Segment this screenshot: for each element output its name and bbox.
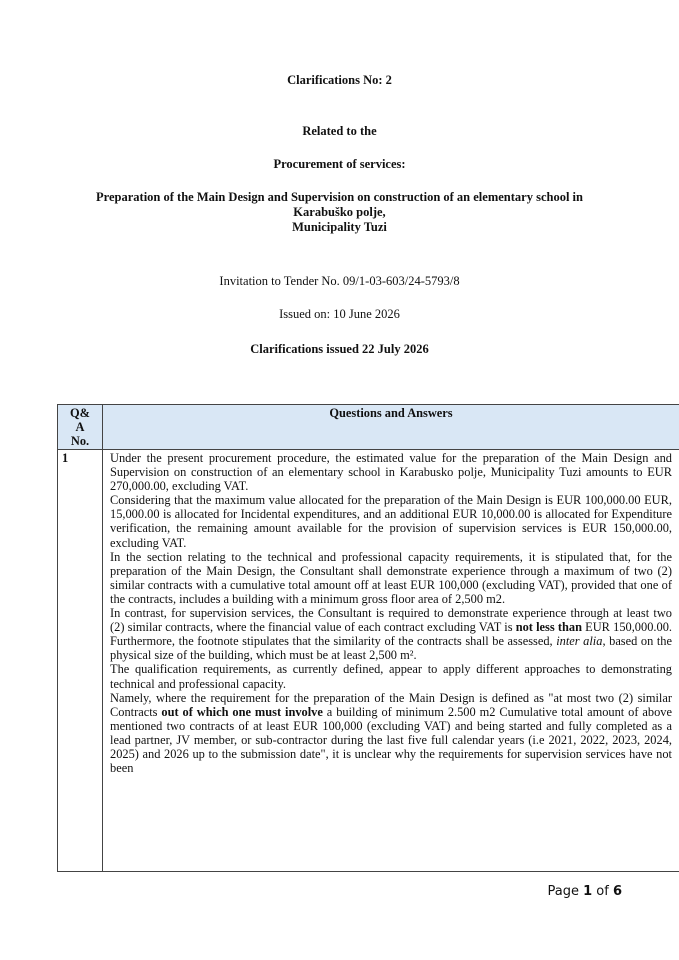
issued-date: Issued on: 10 June 2026 [279, 307, 400, 321]
invitation-number: Invitation to Tender No. 09/1-03-603/24-5793/8 [219, 274, 460, 288]
qa-column-header: Questions and Answers [103, 405, 679, 450]
project-title [0, 190, 679, 235]
question-paragraph: Namely, where the requirement for the preparation of the Main Design is defined as "at most two (2) similar Contracts out of which one must involve a building of minimum 2.500 m2 Cumulative total amount of above mentioned two contracts of at least EUR 100,000 (excluding VAT) and being started and fully completed as a lead partner, JV member, or sub-contractor during the last five full calendar years (i.e 2021, 2022, 2023, 2024, 2025) and 2026 up to the submission date", it is unclear why the requirements for supervision services have not been [110, 690, 672, 776]
qa-table [57, 404, 679, 872]
clarifications-number: Clarifications No: 2 [287, 73, 392, 87]
emphasis-text: not less than [515, 620, 582, 635]
qa-content-cell [103, 450, 679, 872]
table-row [58, 450, 679, 872]
current-page-number: 1 [583, 884, 593, 899]
qa-number-cell: 1 [58, 450, 103, 872]
italic-text: inter alia [556, 634, 603, 649]
project-title-line-1: Preparation of the Main Design and Supervision on construction of an elementary school in [96, 190, 583, 204]
question-paragraph: In the section relating to the technical and professional capacity requirements, it is stipulated that, for the preparation of the Main Design, the Consultant shall demonstrate experience through a maximum of two (2) similar contracts with a cumulative total amount off at least EUR 100,000 (excluding VAT), provided that one of the contracts, includes a building with a minimum gross floor area of 2,500 m2. [110, 549, 672, 606]
qa-number-column-header: Q& A No. [58, 405, 103, 450]
project-title-line-3: Municipality Tuzi [292, 220, 387, 234]
question-paragraph: In contrast, for supervision services, the Consultant is required to demonstrate experience through at least two (2) similar contracts, where the financial value of each contract excluding VAT is not less than EUR 150,000.00. Furthermore, the footnote stipulates that the similarity of the contracts shall be assessed, inter alia, based on the physical size of the building, which must be at least 2,500 m². [110, 606, 672, 663]
qa-table-header-row [58, 405, 679, 450]
clarifications-issued-date: Clarifications issued 22 July 2026 [250, 342, 429, 356]
procurement-heading: Procurement of services: [273, 157, 406, 171]
total-page-count: 6 [612, 884, 622, 899]
page-number-footer: Page 1 of 6 [547, 884, 622, 899]
related-to-heading: Related to the [302, 124, 377, 138]
emphasis-text: out of which one must involve [161, 704, 323, 719]
question-paragraph: Considering that the maximum value allocated for the preparation of the Main Design is EUR 100,000.00 EUR, 15,000.00 is allocated for Incidental expenditures, and an additional EUR 10,000.00 is allocated for Expenditure verification, the remaining amount available for the provision of supervision services is EUR 150,000.00, excluding VAT. [110, 493, 672, 550]
question-paragraph: The qualification requirements, as currently defined, appear to apply different approaches to demonstrating technical and professional capacity. [110, 662, 672, 691]
project-title-line-2: Karabuško polje, [293, 205, 386, 219]
question-paragraph: Under the present procurement procedure, the estimated value for the preparation of the Main Design and Supervision on construction of an elementary school in Karabusko polje, Municipality Tuzi amounts to EUR 270,000.00, excluding VAT. [110, 451, 672, 494]
